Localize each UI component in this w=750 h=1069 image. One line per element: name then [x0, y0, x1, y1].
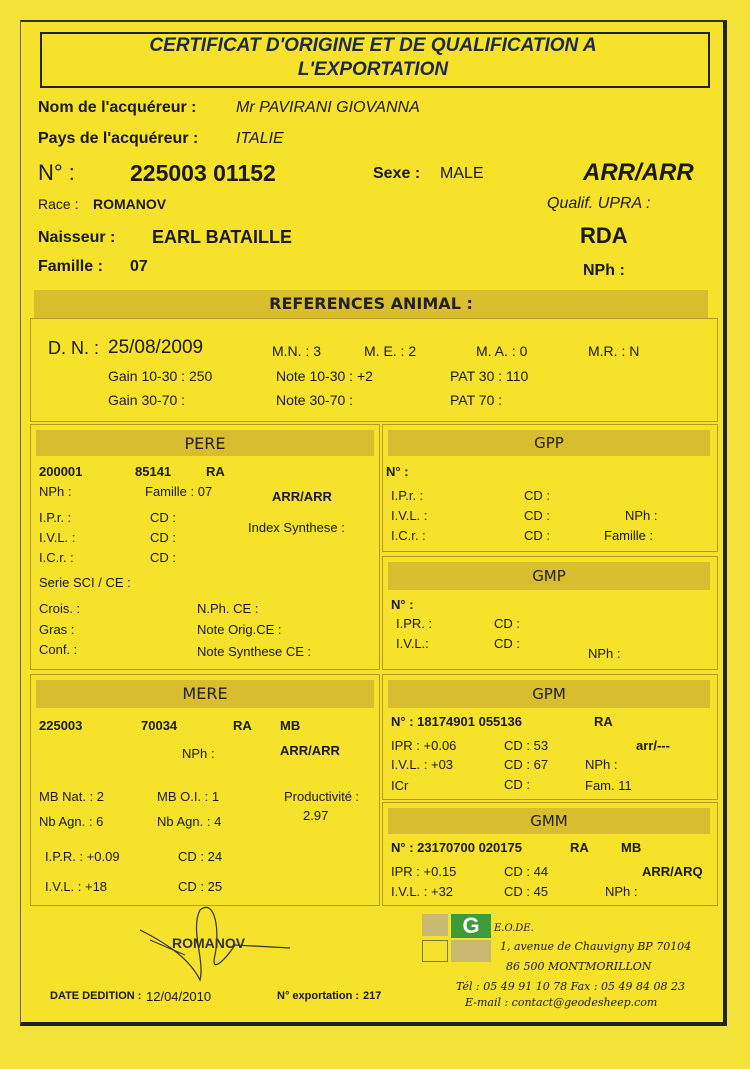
pere-nph: NPh : [39, 484, 72, 499]
signature-text: ROMANOV [172, 935, 246, 951]
gpm-title: GPM [532, 685, 566, 703]
sexe-label: Sexe : [373, 165, 421, 182]
pays-label: Pays de l'acquéreur : [38, 130, 199, 147]
export-value: 217 [363, 990, 382, 1002]
gmm-mb: MB [621, 840, 642, 855]
gmm-title: GMM [530, 812, 568, 830]
logo-square-1 [422, 914, 448, 936]
gpp-nph: NPh : [625, 508, 658, 523]
genotype-value: ARR/ARR [583, 159, 694, 186]
mere-mb-nat: MB Nat. : 2 [39, 789, 105, 804]
certificate-title [40, 34, 706, 82]
gain-3070: Gain 30-70 : [108, 392, 186, 408]
mere-race: RA [233, 718, 252, 733]
gmm-genotype: ARR/ARQ [642, 864, 703, 879]
acquereur-label: Nom de l'acquéreur : [38, 99, 197, 116]
numero-value: 225003 01152 [130, 160, 276, 186]
pere-ivl-cd: CD : [150, 530, 176, 545]
references-title: REFERENCES ANIMAL : [269, 294, 473, 313]
note-1030: Note 10-30 : +2 [276, 368, 373, 384]
address-line-2: 86 500 MONTMORILLON [506, 960, 652, 973]
famille-value: 07 [130, 258, 148, 275]
pere-ivl: I.V.L. : [39, 530, 76, 545]
gpm-ivl: I.V.L. : +03 [391, 757, 454, 772]
mere-nph: NPh : [182, 746, 215, 761]
gpm-ivl-cd: CD : 67 [504, 757, 549, 772]
pere-id2: 85141 [135, 464, 172, 479]
gpp-ivl-cd: CD : [524, 508, 550, 523]
gmp-title: GMP [532, 567, 566, 585]
gmp-num: N° : [391, 597, 414, 612]
title-line-1: CERTIFICAT D'ORIGINE ET DE QUALIFICATION A [149, 35, 597, 56]
mere-genotype: ARR/ARR [280, 743, 340, 758]
gpm-num: N° : 18174901 055136 [391, 714, 522, 729]
pere-ipr: I.P.r. : [39, 510, 72, 525]
numero-label: N° : [38, 160, 75, 185]
pere-race: RA [206, 464, 225, 479]
naisseur-label: Naisseur : [38, 229, 116, 246]
acquereur-value: Mr PAVIRANI GIOVANNA [236, 99, 420, 116]
pere-famille: Famille : 07 [145, 484, 213, 499]
gmm-ivl-cd: CD : 45 [504, 884, 549, 899]
pays-value: ITALIE [236, 130, 284, 147]
qualif-value: RDA [580, 223, 628, 248]
nph-label: NPh : [583, 262, 625, 279]
famille-label: Famille : [38, 258, 103, 275]
pere-index: Index Synthese : [248, 520, 345, 535]
pat-30: PAT 30 : 110 [450, 368, 529, 384]
gmp-ivl: I.V.L.: [396, 636, 429, 651]
mere-mb: MB [280, 718, 301, 733]
gpp-icr: I.C.r. : [391, 528, 426, 543]
logo-name: E.O.DE. [494, 923, 534, 934]
pere-conf: Conf. : [39, 642, 78, 657]
mere-ivl-cd: CD : 25 [178, 879, 223, 894]
address-line-1: 1, avenue de Chauvigny BP 70104 [500, 940, 692, 953]
gpm-ipr-cd: CD : 53 [504, 738, 549, 753]
gpp-ivl: I.V.L. : [391, 508, 428, 523]
gpp-title: GPP [534, 434, 564, 452]
ma-value: M. A. : 0 [476, 343, 528, 359]
gmm-num: N° : 23170700 020175 [391, 840, 522, 855]
mn-value: M.N. : 3 [272, 343, 322, 359]
gmm-ivl: I.V.L. : +32 [391, 884, 454, 899]
mere-productivite-label: Productivité : [284, 789, 360, 804]
dn-label: D. N. : [48, 338, 100, 358]
gain-1030: Gain 10-30 : 250 [108, 368, 213, 384]
mr-value: M.R. : N [588, 343, 640, 359]
date-label: DATE DEDITION : [50, 990, 142, 1002]
gmp-ivl-cd: CD : [494, 636, 520, 651]
note-3070: Note 30-70 : [276, 392, 354, 408]
pere-note-synth: Note Synthese CE : [197, 644, 312, 659]
gmm-nph: NPh : [605, 884, 638, 899]
logo-square-2 [422, 940, 448, 962]
logo-square-3 [451, 940, 491, 962]
dn-value: 25/08/2009 [108, 337, 204, 358]
gpm-fam: Fam. 11 [585, 778, 632, 793]
pere-crois: Crois. : [39, 601, 81, 616]
gpp-famille: Famille : [604, 528, 654, 543]
mere-mb-oi: MB O.I. : 1 [157, 789, 220, 804]
gmp-ipr-cd: CD : [494, 616, 520, 631]
me-value: M. E. : 2 [364, 343, 417, 359]
pere-id1: 200001 [39, 464, 83, 479]
qualif-label: Qualif. UPRA : [547, 195, 651, 212]
naisseur-value: EARL BATAILLE [152, 227, 292, 247]
title-line-2: L'EXPORTATION [297, 59, 449, 80]
pere-ipr-cd: CD : [150, 510, 176, 525]
pere-icr: I.C.r. : [39, 550, 74, 565]
gmm-ipr-cd: CD : 44 [504, 864, 549, 879]
gmm-race: RA [570, 840, 589, 855]
sexe-value: MALE [440, 165, 484, 182]
pere-icr-cd: CD : [150, 550, 176, 565]
mere-nb-agn1: Nb Agn. : 6 [39, 814, 104, 829]
gpm-icr-cd: CD : [504, 777, 530, 792]
gpp-ipr-cd: CD : [524, 488, 550, 503]
mere-title: MERE [182, 684, 228, 703]
logo-g: G [451, 914, 491, 938]
pere-gras: Gras : [39, 622, 75, 637]
gmp-ipr: I.PR. : [396, 616, 433, 631]
gpm-race: RA [594, 714, 613, 729]
race-label: Race : [38, 196, 79, 212]
gmp-nph: NPh : [588, 646, 621, 661]
gpp-icr-cd: CD : [524, 528, 550, 543]
race-value: ROMANOV [93, 196, 167, 212]
gmm-ipr: IPR : +0.15 [391, 864, 457, 879]
mere-productivite-value: 2.97 [303, 808, 329, 823]
pere-nph-ce: N.Ph. CE : [197, 601, 259, 616]
pere-genotype: ARR/ARR [272, 489, 332, 504]
gpm-nph: NPh : [585, 757, 618, 772]
mere-ipr: I.P.R. : +0.09 [45, 849, 120, 864]
pere-title: PERE [184, 434, 226, 453]
mere-ivl: I.V.L. : +18 [45, 879, 108, 894]
mere-nb-agn2: Nb Agn. : 4 [157, 814, 222, 829]
gpm-ipr: IPR : +0.06 [391, 738, 457, 753]
gpp-num: N° : [386, 464, 409, 479]
contact-phone: Tél : 05 49 91 10 78 Fax : 05 49 84 08 23 [456, 980, 685, 993]
pat-70: PAT 70 : [450, 392, 503, 408]
mere-id1: 225003 [39, 718, 83, 733]
pere-serie: Serie SCI / CE : [39, 575, 131, 590]
gpm-genotype: arr/--- [636, 738, 670, 753]
export-label: N° exportation : [277, 990, 360, 1002]
mere-id2: 70034 [141, 718, 178, 733]
gpm-icr: ICr [391, 778, 409, 793]
pere-note-orig: Note Orig.CE : [197, 622, 282, 637]
date-value: 12/04/2010 [146, 989, 212, 1004]
contact-email: E-mail : contact@geodesheep.com [465, 996, 658, 1009]
gpp-ipr: I.P.r. : [391, 488, 424, 503]
mere-ipr-cd: CD : 24 [178, 849, 223, 864]
